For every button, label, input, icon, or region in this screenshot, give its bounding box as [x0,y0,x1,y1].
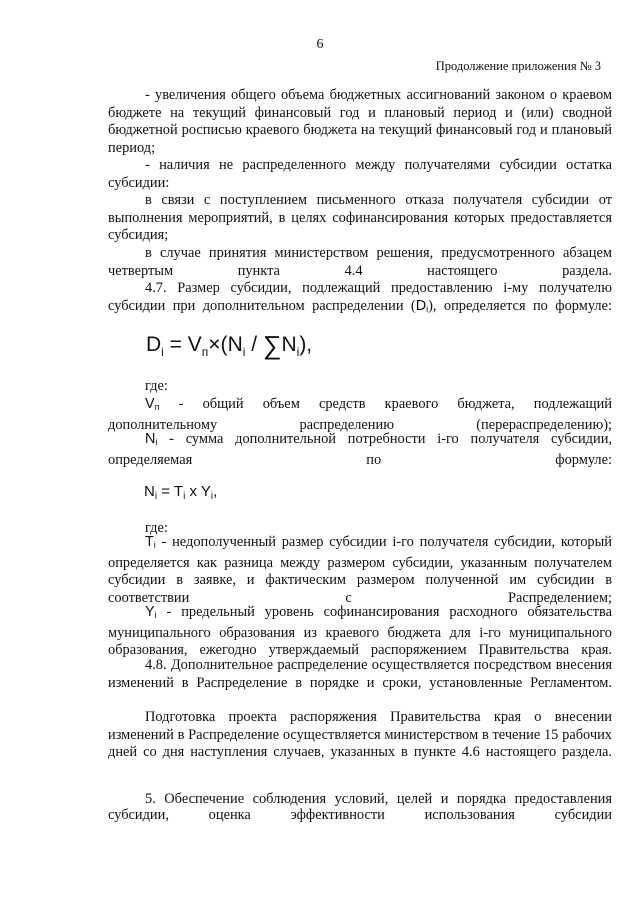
paragraph-text: - увеличения общего объема бюджетных ассигнований законом о краевом бюджете на текущий финансовый год и плановый период и (или) сводной бюджетной росписью краевого бюджета на текущий финансовый год и плановый период; [108,87,612,156]
paragraph-text: ), определяется по формуле: [428,297,612,314]
paragraph-4-8: 4.8. Дополнительное распределение осуществляется посредством внесения изменений в Распределение в порядке и сроки, установленные Регламентом. [108,657,612,691]
paragraph-order-preparation: Подготовка проекта распоряжения Правительства края о внесении изменений в Распределение осуществляется министерством в течение 15 рабочих дней со дня наступления случаев, указанных в пункте 4.6 настоящего раздела. [108,709,612,761]
paragraph-refusal [108,192,612,245]
symbol-d [416,298,428,314]
symbol-letter: V [145,396,155,412]
formula-subscript: i [242,345,246,359]
formula-operator: / [245,333,263,356]
formula-symbol: N [144,483,155,500]
symbol-subscript: i [154,610,157,620]
formula-operator: x [185,483,201,500]
sum-symbol: ∑ [262,330,282,360]
formula-operator: = [157,483,174,500]
section-5-heading: 5. Обеспечение соблюдения условий, целей и порядка предоставления субсидии, оценка эффективности использования субсидии [108,791,612,823]
paragraph-text: - предельный уровень софинансирования расходного обязательства муниципального образования из краевого бюджета для i-го муниципального образования, ежегодно утверждаемый распоряжением Правительства края. [108,604,612,659]
formula-subscript: i [161,345,164,359]
symbol-letter: T [145,534,154,550]
symbol-letter: N [145,431,156,447]
formula-symbol: V [187,333,202,356]
paragraph-text: в случае принятия министерством решения, предусмотренного абзацем четвертым пункта 4.4 настоящего раздела. [108,245,612,279]
symbol-t [145,534,156,550]
paragraph-text: 4.7. Размер субсидии, подлежащий предоставлению i-му получателю субсидии при дополнительном распределении ( [108,280,612,314]
formula-operator: ×( [208,333,228,356]
paragraph-budget-increase [108,87,612,157]
formula-ni [144,483,217,502]
paragraph-text: в связи с поступлением письменного отказа получателя субсидии от выполнения мероприятий, в целях софинансирования которых предоставляется субсидия; [108,192,612,244]
definition-yi [108,604,612,660]
symbol-n [145,431,157,447]
paragraph-text: - общий объем средств краевого бюджета, подлежащий дополнительному распределению (перераспределению); [108,396,612,433]
symbol-subscript: i [155,437,158,447]
formula-subscript: i [296,345,300,359]
where-label: где: [145,378,168,394]
definition-ni [108,431,612,469]
symbol-subscript: i [426,303,429,314]
formula-symbol: T [173,483,184,500]
symbol-letter: Y [145,604,155,620]
formula-di [146,330,312,361]
symbol-subscript: п [154,402,160,412]
paragraph-text: - наличия не распределенного между получателями субсидии остатка субсидии: [108,157,612,191]
formula-subscript: i [210,491,214,502]
symbol-v [145,396,159,412]
formula-operator: , [213,483,218,500]
paragraph-text: - недополученный размер субсидии i-го получателя субсидии, который определяется как разница между размером субсидии, указанным получателем субсидии в заявке, и фактическим размером полученной им субсидии в соответствии с Распределением; [108,534,612,606]
formula-symbol: D [146,333,162,356]
paragraph-4-7 [108,280,612,318]
symbol-letter: D [415,297,427,314]
formula-symbol: Y [200,483,211,500]
formula-symbol: N [227,333,243,356]
appendix-continuation-label: Продолжение приложения № 3 [435,59,601,73]
formula-operator: ), [299,333,313,356]
paragraph-undistributed-remainder [108,157,612,192]
definition-ti [108,534,612,607]
page-number: 6 [316,37,324,52]
definition-vp [108,396,612,434]
formula-subscript: i [183,491,186,502]
symbol-y [145,604,157,620]
formula-subscript: п [201,345,209,359]
symbol-subscript: i [153,540,156,550]
paragraph-text: - сумма дополнительной потребности i-го получателя субсидии, определяемая по формуле: [108,431,612,468]
formula-subscript: i [154,491,158,502]
paragraph-ministry-decision [108,245,612,280]
formula-operator: = [163,333,188,356]
where-label: где: [145,520,168,536]
formula-symbol: N [281,333,297,356]
